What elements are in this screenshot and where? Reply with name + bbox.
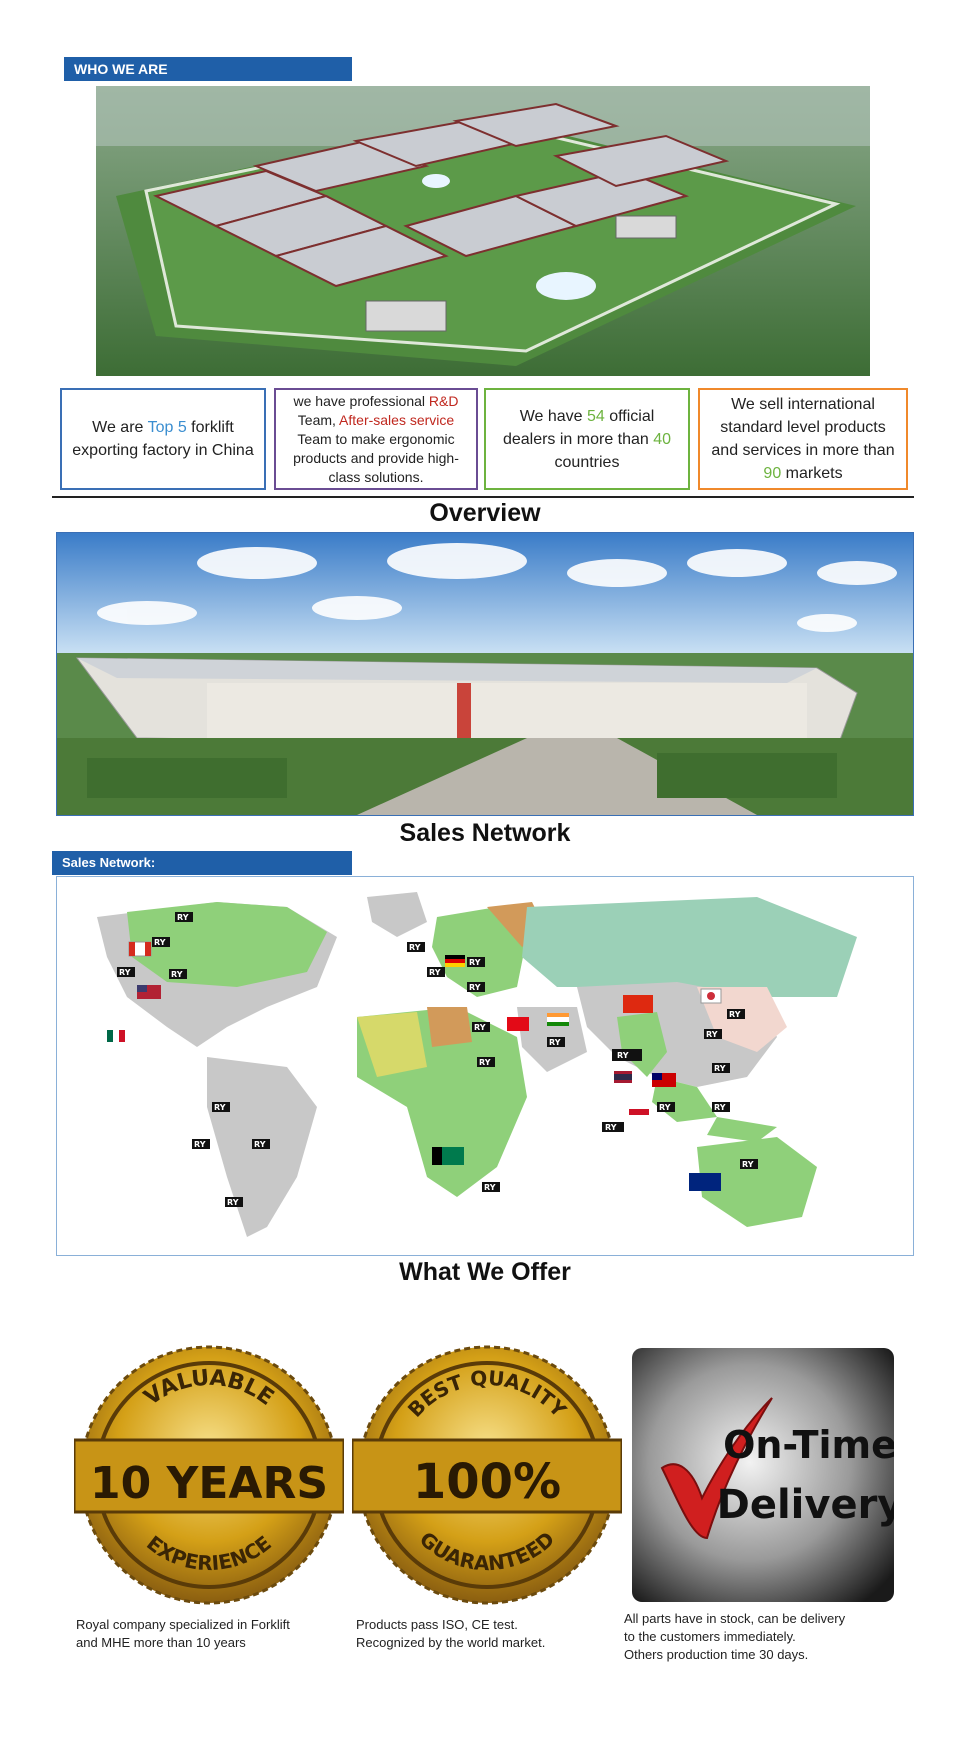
info-box-rnd	[274, 388, 478, 490]
info-box-dealers	[484, 388, 690, 490]
badge-2-main-text: 100%	[412, 1454, 562, 1510]
badge-2-top-text: BEST QUALITY	[402, 1365, 572, 1422]
svg-text:RY: RY	[549, 1038, 561, 1047]
sales-network-map	[56, 876, 914, 1256]
badge-on-time-delivery	[632, 1348, 894, 1602]
svg-text:RY: RY	[714, 1103, 726, 1112]
svg-text:RY: RY	[214, 1103, 226, 1112]
badge-3-line1-text: On-Time	[723, 1423, 894, 1467]
caption-delivery-line: to the customers immediately.	[624, 1629, 796, 1644]
svg-text:RY: RY	[605, 1123, 617, 1132]
svg-text:RY: RY	[254, 1140, 266, 1149]
badge-1-bottom-text: EXPERIENCE	[142, 1530, 276, 1576]
who-we-are-tag: WHO WE ARE	[64, 57, 352, 81]
factory-aerial-photo	[96, 86, 870, 376]
sales-network-title: Sales Network	[399, 819, 571, 847]
badge-100-percent	[352, 1340, 622, 1610]
info-box-dealers-text: We have 54 official dealers in more than 40 countries	[502, 407, 672, 471]
what-we-offer-title: What We Offer	[399, 1258, 571, 1286]
svg-text:RY: RY	[706, 1030, 718, 1039]
svg-text:RY: RY	[429, 968, 441, 977]
caption-quality-line: Products pass ISO, CE test.	[356, 1617, 518, 1632]
caption-experience-line: Royal company specialized in Forklift	[76, 1617, 290, 1632]
caption-delivery	[624, 1610, 914, 1664]
svg-text:RY: RY	[177, 913, 189, 922]
info-box-markets-text: We sell international standard level products and services in more than 90 markets	[711, 396, 895, 482]
info-box-top5-text: We are Top 5 forklift exporting factory in China	[72, 419, 254, 459]
svg-text:RY: RY	[617, 1051, 629, 1060]
svg-text:RY: RY	[227, 1198, 239, 1207]
svg-text:RY: RY	[469, 983, 481, 992]
svg-text:RY: RY	[714, 1064, 726, 1073]
caption-experience-line: and MHE more than 10 years	[76, 1635, 246, 1650]
svg-text:RY: RY	[409, 943, 421, 952]
svg-text:RY: RY	[474, 1023, 486, 1032]
svg-text:RY: RY	[479, 1058, 491, 1067]
svg-text:RY: RY	[119, 968, 131, 977]
svg-text:RY: RY	[154, 938, 166, 947]
badge-1-top-text: VALUABLE	[139, 1365, 279, 1411]
info-box-markets	[698, 388, 908, 490]
svg-text:RY: RY	[484, 1183, 496, 1192]
badge-1-main-text: 10 YEARS	[89, 1458, 329, 1509]
svg-text:RY: RY	[659, 1103, 671, 1112]
sales-network-tag: Sales Network:	[52, 851, 352, 875]
svg-text:RY: RY	[742, 1160, 754, 1169]
overview-title: Overview	[429, 499, 541, 527]
caption-quality	[356, 1616, 626, 1652]
svg-text:RY: RY	[171, 970, 183, 979]
factory-panorama-photo	[56, 532, 914, 816]
svg-text:RY: RY	[729, 1010, 741, 1019]
badge-3-line2-text: Delivery	[716, 1482, 894, 1528]
caption-experience	[76, 1616, 346, 1652]
svg-text:RY: RY	[194, 1140, 206, 1149]
caption-quality-line: Recognized by the world market.	[356, 1635, 546, 1650]
svg-text:RY: RY	[469, 958, 481, 967]
info-box-top5	[60, 388, 266, 490]
caption-delivery-line: Others production time 30 days.	[624, 1647, 809, 1662]
caption-delivery-line: All parts have in stock, can be delivery	[624, 1611, 846, 1626]
badge-2-bottom-text: GUARANTEED	[414, 1526, 560, 1576]
info-box-rnd-text: we have professional R&D Team, After-sales service Team to make ergonomic products and provide high-class solutions.	[293, 392, 459, 485]
badge-10-years	[74, 1340, 344, 1610]
